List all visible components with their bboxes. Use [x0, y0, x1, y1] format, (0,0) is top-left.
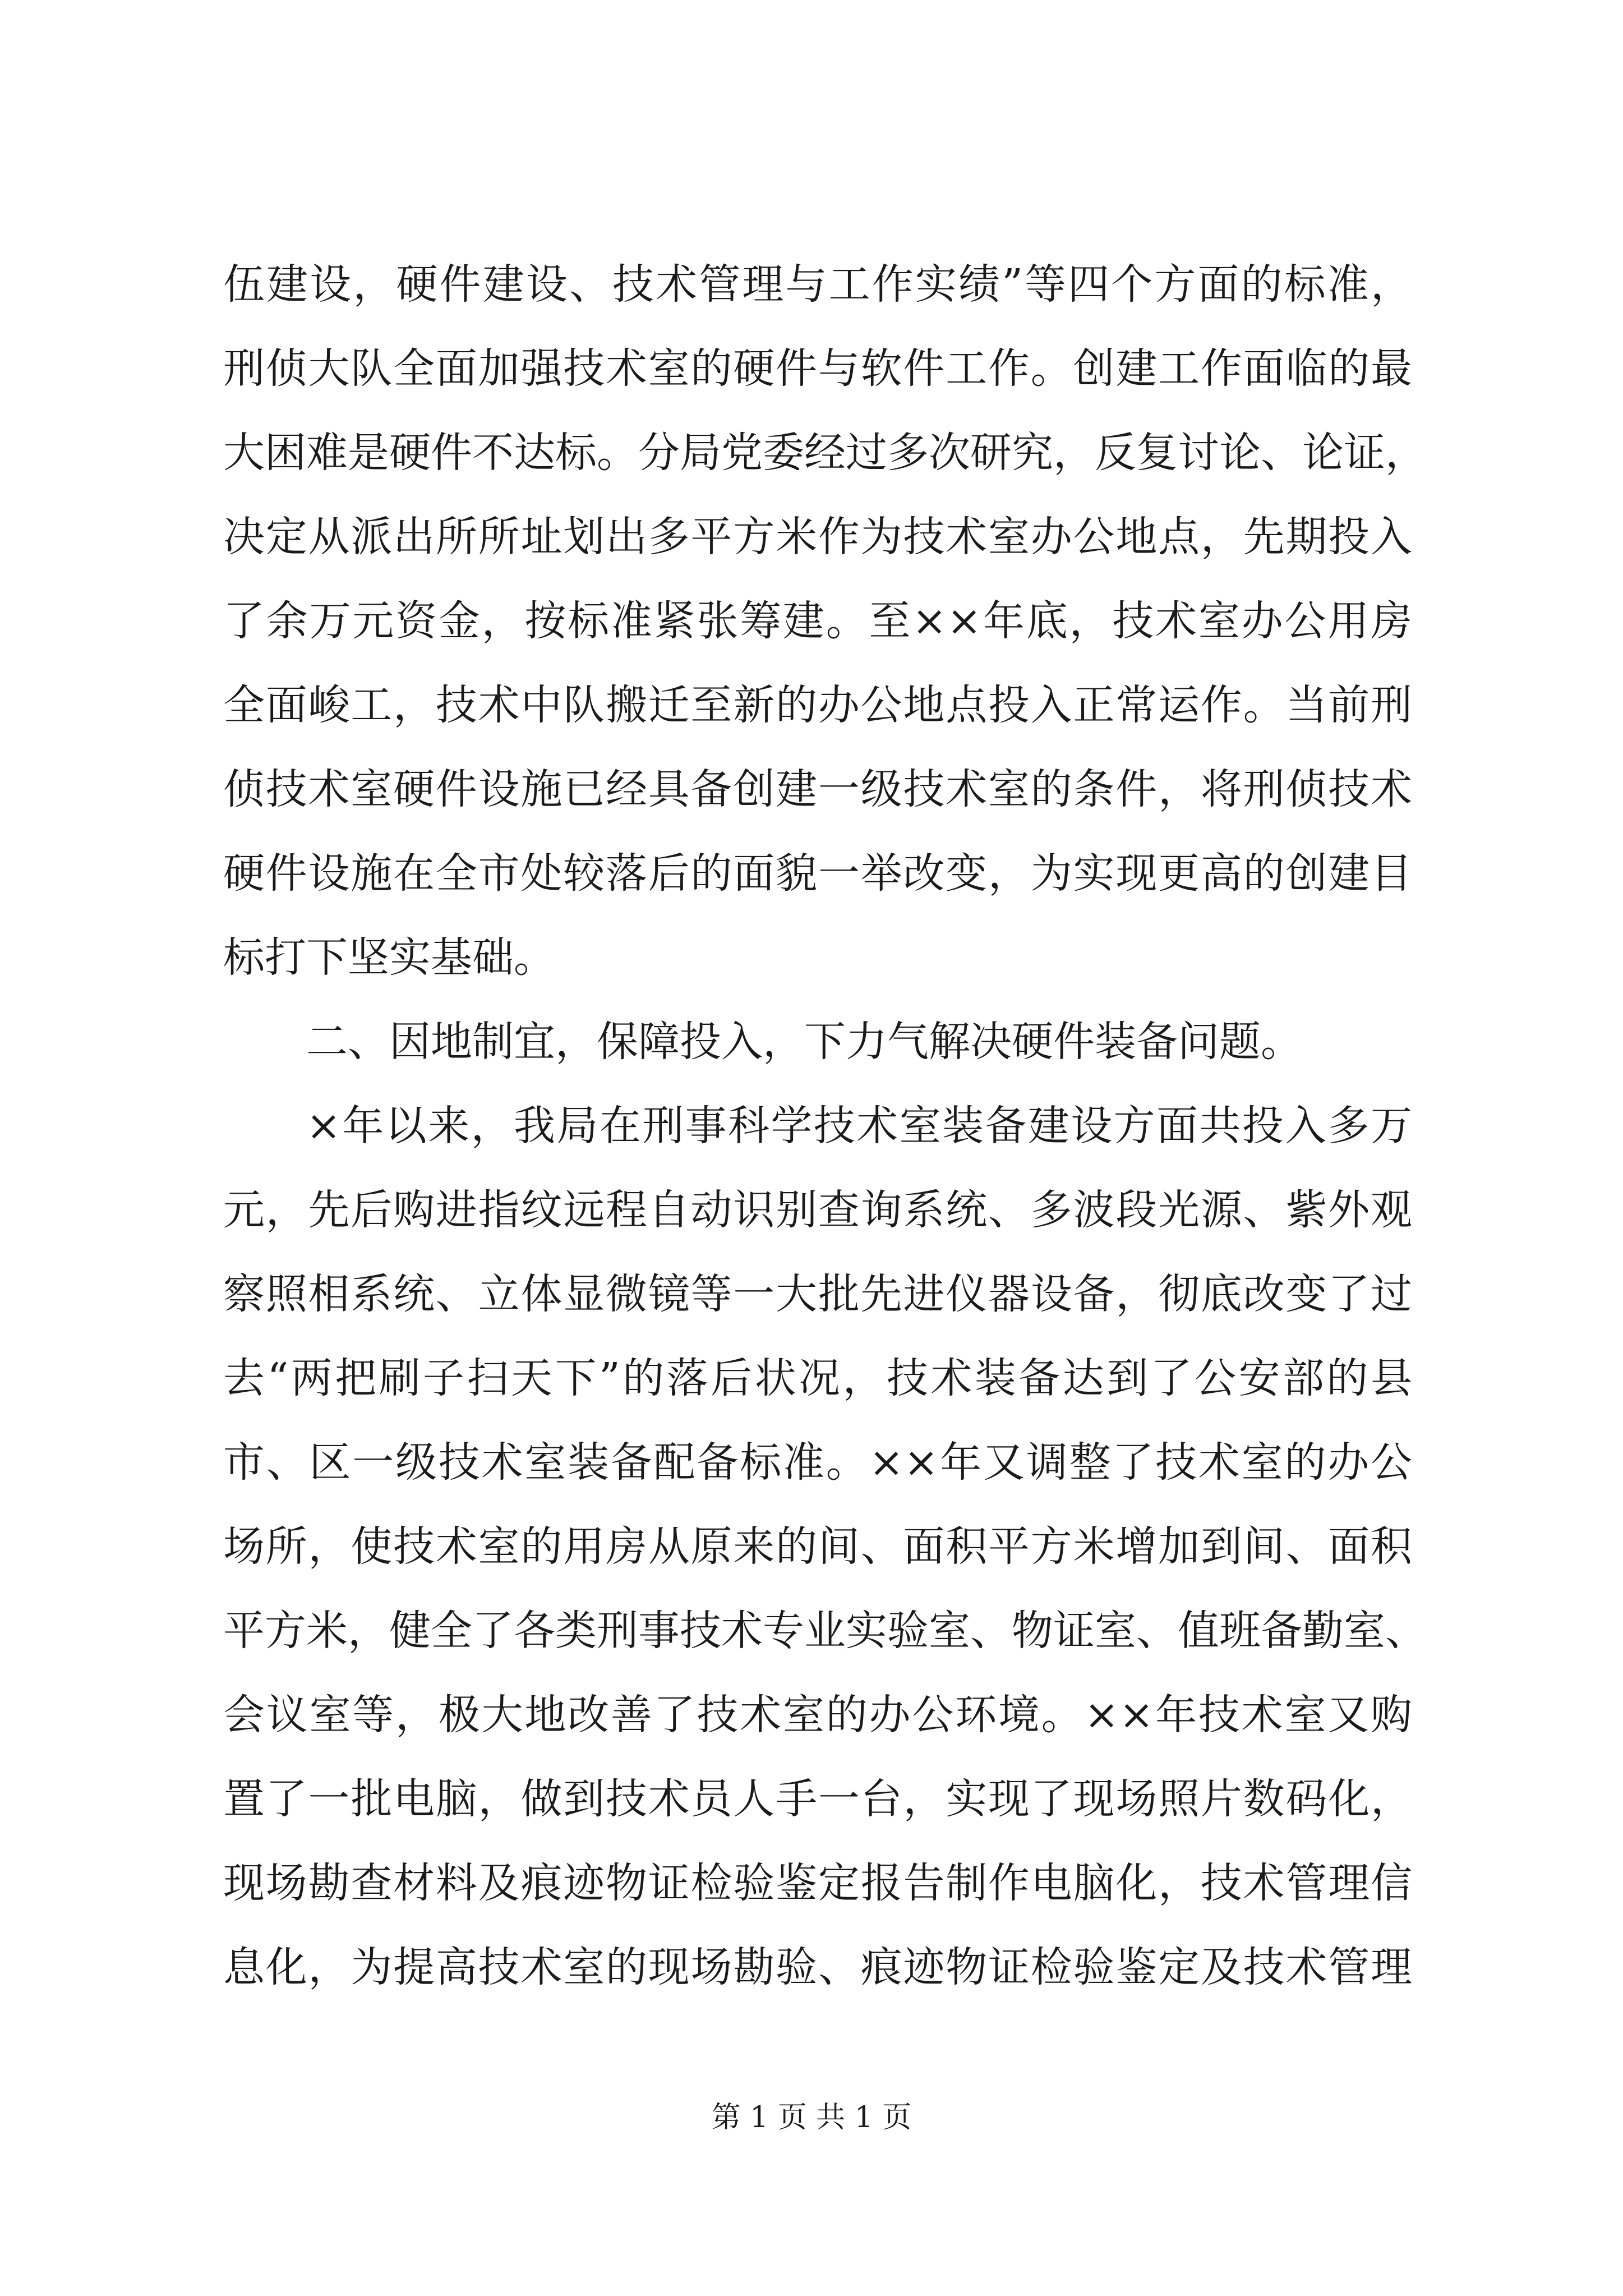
paragraph-line: 标打下坚实基础。 — [223, 933, 555, 982]
paragraph-line: 现场勘查材料及痕迹物证检验鉴定报告制作电脑化，技术管理信 — [223, 1859, 1412, 1907]
paragraph-line: 伍建设，硬件建设、技术管理与工作实绩”等四个方面的标准， — [223, 260, 1412, 309]
paragraph-line: 全面峻工，技术中队搬迁至新的办公地点投入正常运作。当前刑 — [223, 681, 1412, 729]
paragraph-line: 察照相系统、立体显微镜等一大批先进仪器设备，彻底改变了过 — [223, 1270, 1412, 1318]
paragraph-line: 硬件设施在全市处较落后的面貌一举改变，为实现更高的创建目 — [223, 849, 1412, 898]
paragraph-line: 决定从派出所所址划出多平方米作为技术室办公地点，先期投入 — [223, 513, 1412, 561]
document-body — [223, 242, 1427, 2009]
section-heading: 二、因地制宜，保障投入，下力气解决硬件装备问题。 — [306, 1018, 1302, 1066]
paragraph-line: 大困难是硬件不达标。分局党委经过多次研究，反复讨论、论证， — [223, 429, 1427, 477]
paragraph-line: 平方米，健全了各类刑事技术专业实验室、物证室、值班备勤室、 — [223, 1607, 1427, 1655]
paragraph-line: 刑侦大队全面加强技术室的硬件与软件工作。创建工作面临的最 — [223, 344, 1412, 393]
paragraph-line: 息化，为提高技术室的现场勘验、痕迹物证检验鉴定及技术管理 — [223, 1943, 1412, 1991]
paragraph-line: 侦技术室硬件设施已经具备创建一级技术室的条件，将刑侦技术 — [223, 765, 1412, 813]
paragraph-line: 置了一批电脑，做到技术员人手一台，实现了现场照片数码化， — [223, 1775, 1412, 1823]
paragraph-line: 场所，使技术室的用房从原来的间、面积平方米增加到间、面积 — [223, 1522, 1412, 1571]
page-footer: 第 1 页 共 1 页 — [711, 2101, 912, 2134]
paragraph-line: 去“两把刷子扫天下”的落后状况，技术装备达到了公安部的县 — [223, 1354, 1412, 1402]
paragraph-line: 了余万元资金，按标准紧张筹建。至××年底，技术室办公用房 — [223, 597, 1412, 645]
paragraph-line: 市、区一级技术室装备配备标准。××年又调整了技术室的办公 — [223, 1438, 1412, 1487]
paragraph-line: 元，先后购进指纹远程自动识别查询系统、多波段光源、紫外观 — [223, 1186, 1412, 1234]
paragraph-line: ×年以来，我局在刑事科学技术室装备建设方面共投入多万 — [306, 1102, 1412, 1150]
paragraph-line: 会议室等，极大地改善了技术室的办公环境。××年技术室又购 — [223, 1691, 1412, 1739]
